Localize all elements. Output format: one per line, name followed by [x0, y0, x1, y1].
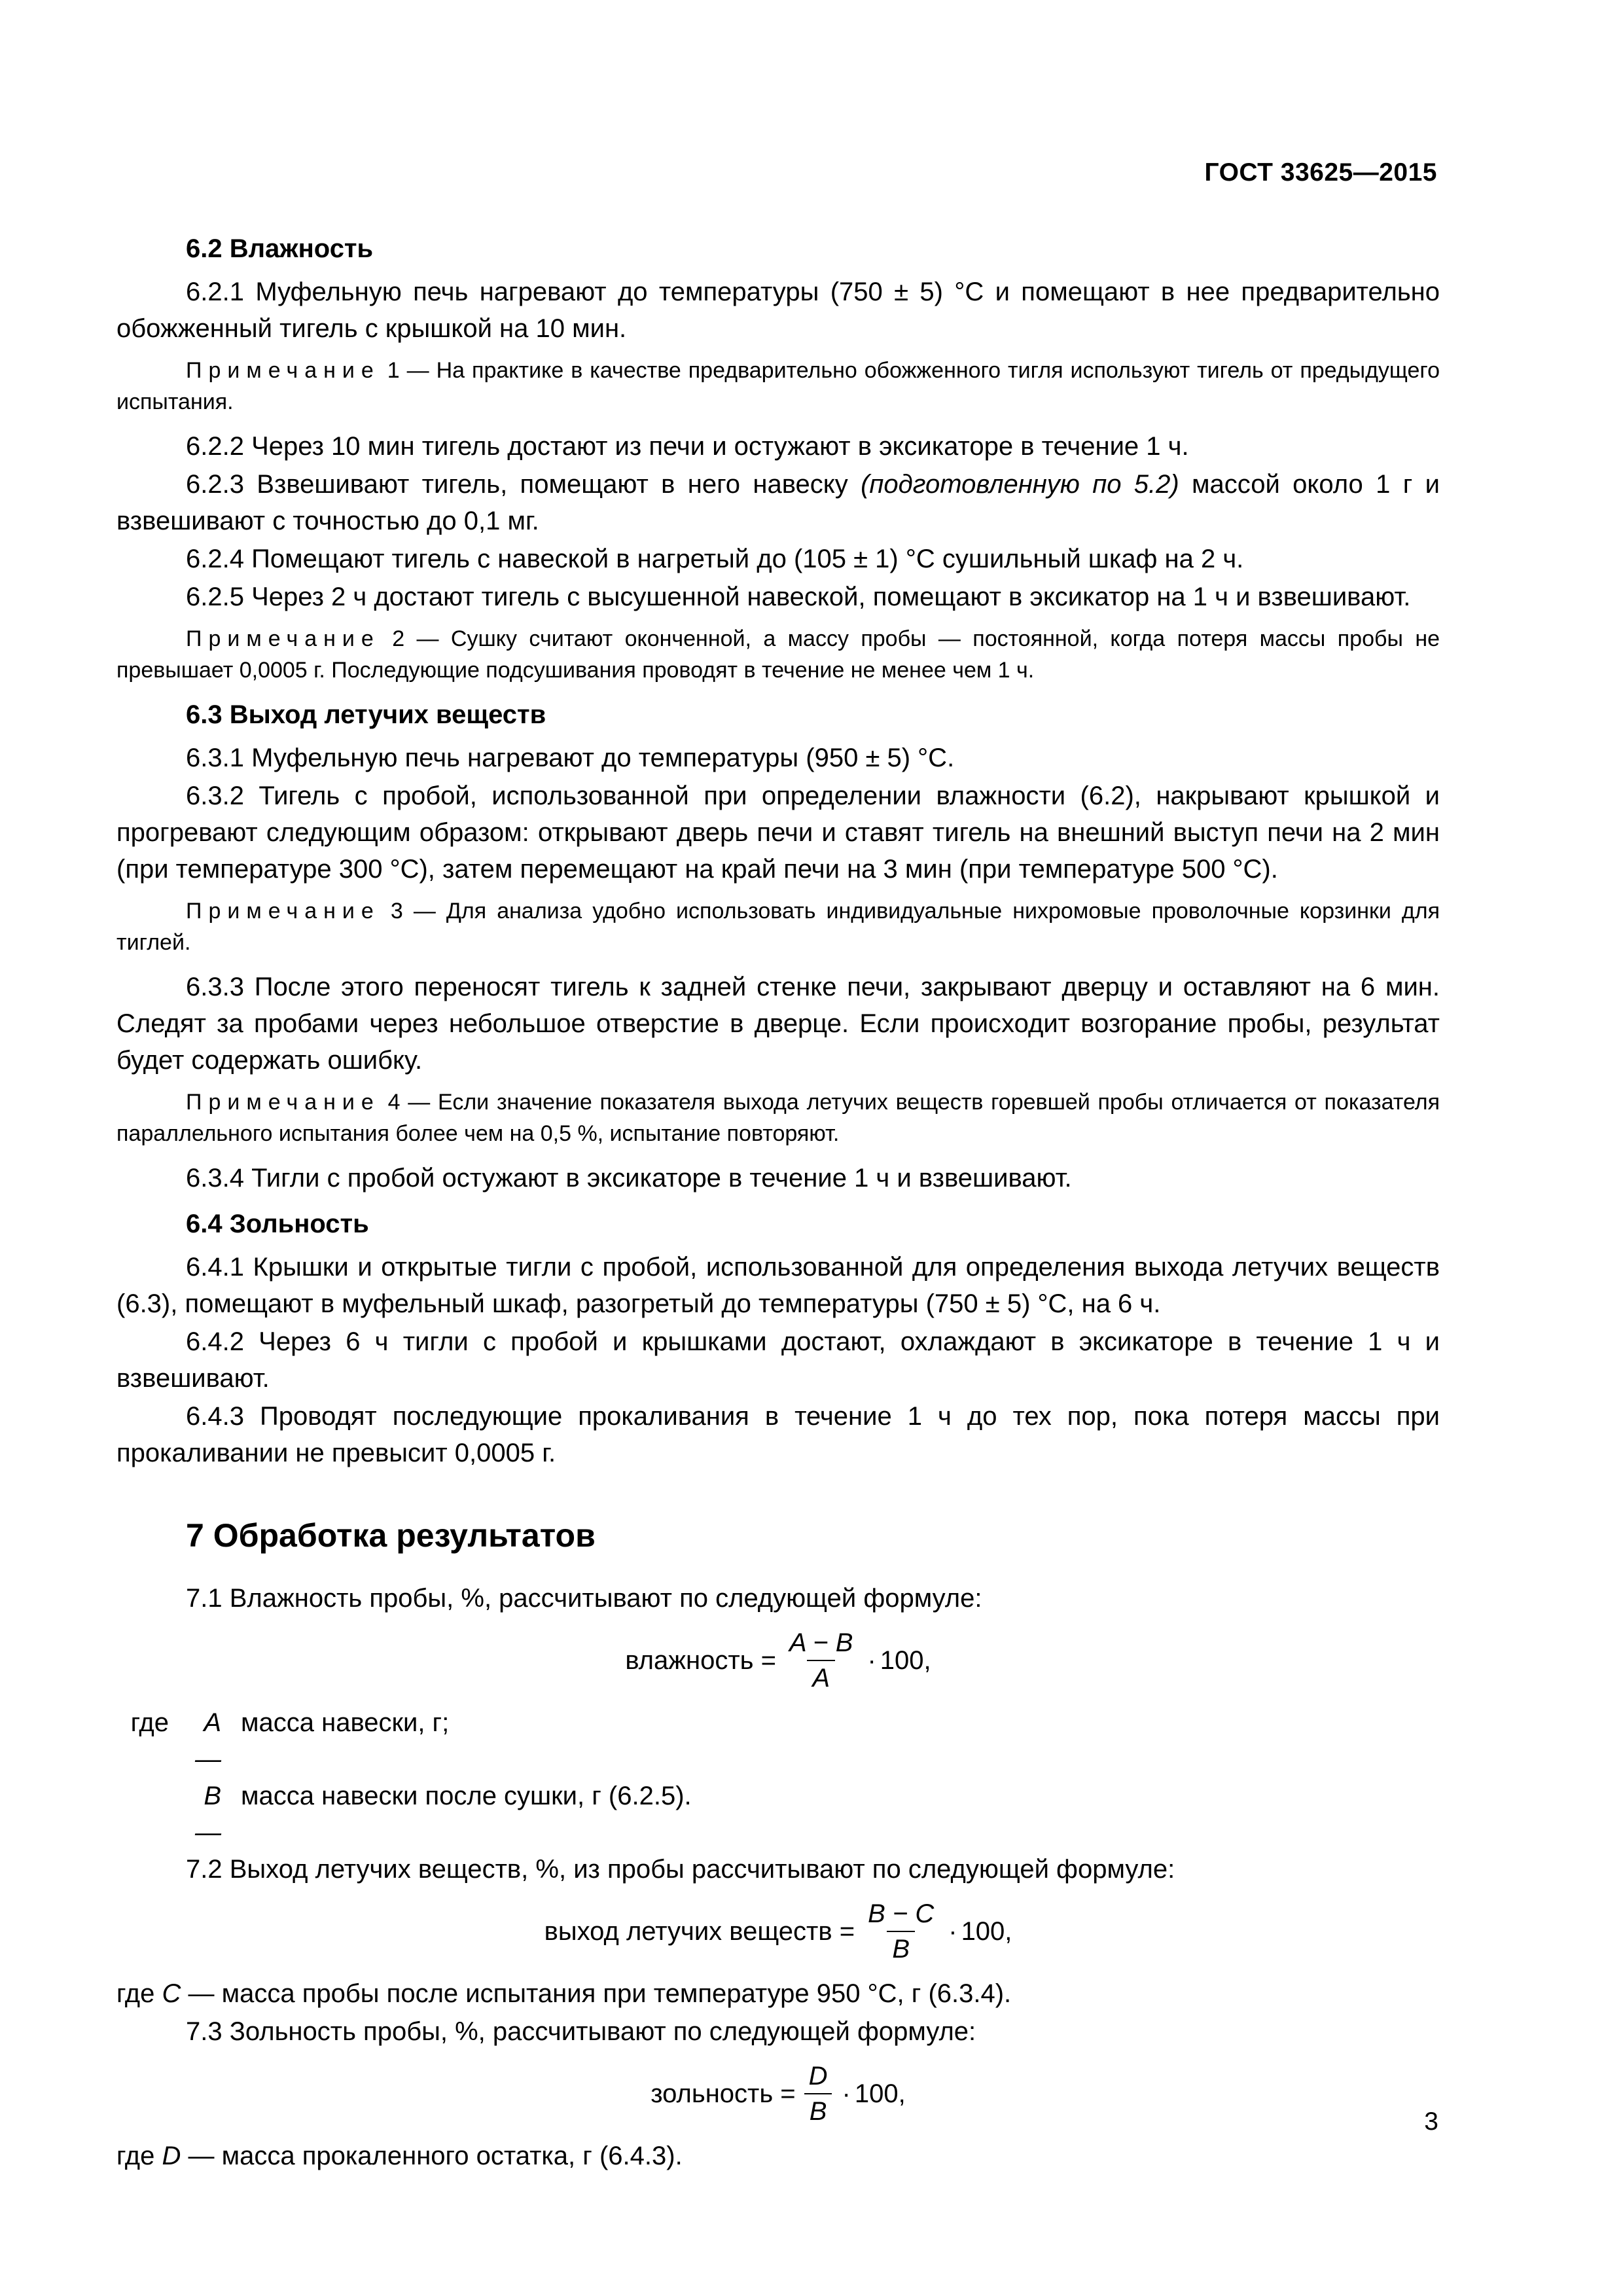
- para-6-2-2: 6.2.2 Через 10 мин тигель достают из печи и остужают в эксикаторе в течение 1 ч.: [186, 432, 1189, 461]
- where-row-a: [116, 1704, 1440, 1778]
- note-3: [116, 895, 1440, 958]
- fraction-numerator: B − C: [868, 1899, 935, 1928]
- symbol-b: B —: [195, 1782, 221, 1847]
- heading-6-3: 6.3 Выход летучих веществ: [186, 700, 546, 729]
- para-italic-ref: (подготовленную по 5.2): [861, 470, 1179, 499]
- multiply-dot: ·: [948, 1916, 957, 1946]
- where-row-b: [116, 1778, 1440, 1851]
- note-label: Примечание: [186, 626, 380, 651]
- formula-tail: 100,: [880, 1645, 931, 1675]
- para-6-2-1: 6.2.1 Муфельную печь нагревают до температуры (750 ± 5) °C и помещают в нее предварительно обожженный тигель с крышкой на 10 мин.: [116, 278, 1440, 343]
- para-6-4-3: 6.4.3 Проводят последующие прокаливания в течение 1 ч до тех пор, пока потеря массы при прокаливании не превысит 0,0005 г.: [116, 1402, 1440, 1467]
- heading-6-2: 6.2 Влажность: [186, 234, 374, 263]
- where-c: [116, 1975, 1440, 2012]
- multiply-dot: ·: [842, 2079, 851, 2108]
- formula-lhs: влажность =: [625, 1645, 776, 1675]
- formula-fraction: [863, 1897, 939, 1966]
- page-content: [116, 230, 1440, 2176]
- where-d: [116, 2138, 1440, 2174]
- para-text: 6.2.3 Взвешивают тигель, помещают в него навеску: [186, 470, 861, 499]
- formula-lhs: зольность =: [651, 2079, 796, 2108]
- para-6-4-1: 6.4.1 Крышки и открытые тигли с пробой, использованной для определения выхода летучих веществ (6.3), помещают в муфельный шкаф, разогретый до температуры (750 ± 5) °C, на 6 ч.: [116, 1253, 1440, 1318]
- where-description: — масса прокаленного остатка, г (6.4.3).: [181, 2142, 683, 2170]
- note-label: Примечание: [186, 899, 380, 924]
- para-6-3-2: 6.3.2 Тигель с пробой, использованной при определении влажности (6.2), накрывают крышкой и прогревают следующим образом: открывают дверь печи и ставят тигель на внешний выступ печи на 2 мин (при температуре 300 °C), затем перемещают на край печи на 3 мин (при температуре 500 °C).: [116, 781, 1440, 884]
- note-4: [116, 1086, 1440, 1149]
- para-6-3-4: 6.3.4 Тигли с пробой остужают в эксикаторе в течение 1 ч и взвешивают.: [186, 1164, 1072, 1193]
- para-7-3: 7.3 Зольность пробы, %, рассчитывают по следующей формуле:: [186, 2017, 976, 2046]
- formula-ash: [116, 2053, 1440, 2135]
- para-6-3-1: 6.3.1 Муфельную печь нагревают до температуры (950 ± 5) °C.: [186, 744, 955, 772]
- where-lead: где: [116, 2142, 155, 2170]
- para-6-2-5: 6.2.5 Через 2 ч достают тигель с высушенной навеской, помещают в эксикатор на 1 ч и взвешивают.: [186, 583, 1411, 611]
- symbol-a: A —: [195, 1708, 221, 1774]
- formula-volatiles: [116, 1890, 1440, 1973]
- para-6-2-4: 6.2.4 Помещают тигель с навеской в нагретый до (105 ± 1) °C сушильный шкаф на 2 ч.: [186, 545, 1244, 573]
- para-6-4-2: 6.4.2 Через 6 ч тигли с пробой и крышками достают, охлаждают в эксикаторе в течение 1 ч и взвешивают.: [116, 1327, 1440, 1393]
- note-label: Примечание: [186, 1090, 380, 1115]
- note-text: 3 — Для анализа удобно использовать индивидуальные нихромовые проволочные корзинки для тиглей.: [116, 899, 1440, 955]
- symbol-d: D: [162, 2142, 181, 2170]
- where-symbol: [175, 1778, 229, 1851]
- note-text: 2 — Сушку считают оконченной, а массу пробы — постоянной, когда потеря массы пробы не превышает 0,0005 г. Последующие подсушивания проводят в течение не менее чем 1 ч.: [116, 626, 1440, 683]
- heading-7: 7 Обработка результатов: [186, 1517, 596, 1554]
- para-6-3-3: 6.3.3 После этого переносят тигель к задней стенке печи, закрывают дверцу и оставляют на 6 мин. Следят за пробами через небольшое отверстие в дверце. Если происходит возгорание пробы, результат будет содержать ошибку.: [116, 973, 1440, 1075]
- note-text: 1 — На практике в качестве предварительно обожженного тигля используют тигель от предыдущего испытания.: [116, 358, 1440, 414]
- fraction-denominator: A: [807, 1660, 835, 1695]
- multiply-dot: ·: [867, 1645, 876, 1675]
- where-description: масса навески, г;: [241, 1708, 450, 1737]
- document-code-header: ГОСТ 33625—2015: [1204, 158, 1437, 187]
- formula-fraction: [804, 2059, 833, 2128]
- note-text: 4 — Если значение показателя выхода летучих веществ горевшей пробы отличается от показателя параллельного испытания более чем на 0,5 %, испытание повторяют.: [116, 1090, 1440, 1146]
- para-6-2-3: [116, 466, 1440, 539]
- formula-tail: 100,: [961, 1916, 1012, 1946]
- para-7-2: 7.2 Выход летучих веществ, %, из пробы рассчитывают по следующей формуле:: [186, 1855, 1175, 1884]
- formula-tail: 100,: [854, 2079, 906, 2108]
- note-2: [116, 623, 1440, 686]
- heading-6-4: 6.4 Зольность: [186, 1210, 369, 1238]
- where-description: — масса пробы после испытания при температуре 950 °C, г (6.3.4).: [181, 1979, 1012, 2008]
- para-7-1: 7.1 Влажность пробы, %, рассчитывают по следующей формуле:: [186, 1584, 982, 1613]
- fraction-numerator: A − B: [789, 1628, 853, 1657]
- page-number: 3: [1424, 2108, 1438, 2136]
- symbol-c: C: [162, 1979, 181, 2008]
- where-description: масса навески после сушки, г (6.2.5).: [241, 1782, 692, 1810]
- formula-lhs: выход летучих веществ =: [544, 1916, 855, 1946]
- where-lead: где: [116, 1979, 155, 2008]
- where-lead: где: [130, 1708, 169, 1737]
- where-lead-blank: [116, 1778, 175, 1851]
- where-symbol: [175, 1704, 229, 1778]
- note-label: Примечание: [186, 358, 380, 383]
- note-1: [116, 355, 1440, 418]
- fraction-numerator: D: [808, 2062, 828, 2090]
- formula-moisture: [116, 1619, 1440, 1702]
- formula-fraction: [784, 1626, 858, 1695]
- para-text: массой около 1 г и взвешивают с точностью до 0,1 мг.: [116, 470, 1440, 535]
- fraction-denominator: B: [887, 1931, 915, 1966]
- fraction-denominator: B: [804, 2093, 832, 2128]
